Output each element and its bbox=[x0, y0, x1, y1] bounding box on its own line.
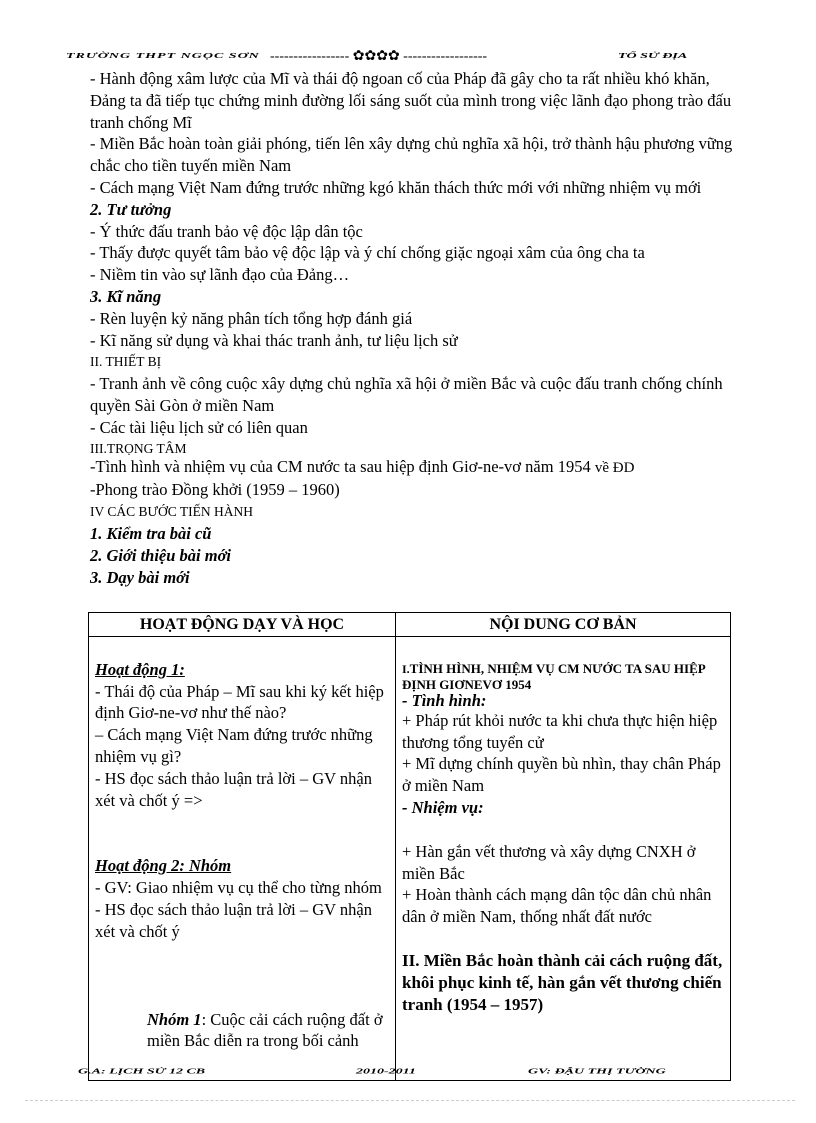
paragraph: - Tranh ảnh về công cuộc xây dựng chủ nghĩa xã hội ở miền Bắc và cuộc đấu tranh chống chính quyền Sài Gòn ở miền Nam bbox=[90, 374, 723, 415]
content-text: + Pháp rút khỏi nước ta khi chưa thực hiện hiệp thương tổng tuyển cử bbox=[402, 710, 718, 752]
content-heading-text: TÌNH HÌNH, NHIỆM VỤ CM NƯỚC TA SAU HIỆP ĐỊNH GIƠNEVƠ 1954 bbox=[402, 660, 705, 692]
group-text: : Cuộc cải cách ruộng đất ở miền Bắc diễn ra trong bối cảnh bbox=[147, 1009, 383, 1051]
roman-numeral: I. bbox=[402, 661, 410, 676]
paragraph: -Phong trào Đồng khởi (1959 – 1960) bbox=[90, 480, 340, 500]
activity-heading: Hoạt động 1: bbox=[95, 659, 185, 679]
paragraph: - Miền Bắc hoàn toàn giải phóng, tiến lên xây dựng chủ nghĩa xã hội, trở thành hậu phương vững chắc cho tiền tuyến miền Nam bbox=[90, 134, 733, 176]
table-header: HOẠT ĐỘNG DẠY VÀ HỌC bbox=[89, 613, 396, 637]
table-header: NỘI DUNG CƠ BẢN bbox=[396, 613, 731, 637]
group-label: Nhóm 1 bbox=[147, 1009, 202, 1029]
lesson-table bbox=[88, 612, 731, 1081]
footer-subject: G.A: LỊCH SỬ 12 CB bbox=[78, 1068, 206, 1076]
activity-text: – Cách mạng Việt Nam đứng trước những nhiệm vụ gì? bbox=[95, 725, 373, 766]
section-heading: IV CÁC BƯỚC TIẾN HÀNH bbox=[90, 504, 253, 520]
paragraph: - Hành động xâm lược của Mĩ và thái độ ngoan cố của Pháp đã gây cho ta rất nhiều khó khăn, Đảng ta đã tiếp tục chứng minh đường lối sáng suốt của mình trong việc lãnh đạo phong trào đấu tranh chống Mĩ bbox=[90, 69, 732, 132]
section-heading: III.TRỌNG TÂM bbox=[90, 440, 187, 456]
paragraph-suffix: về ĐD bbox=[594, 459, 635, 476]
section-heading: II. THIẾT BỊ bbox=[90, 354, 162, 370]
header-ornament: ----------------- ✿✿✿✿ ------------------ bbox=[270, 49, 488, 64]
paragraph: - Kĩ năng sử dụng và khai thác tranh ảnh, tư liệu lịch sử bbox=[90, 330, 458, 350]
paragraph: - Rèn luyện kỷ năng phân tích tổng hợp đánh giá bbox=[90, 308, 413, 328]
header-department: TỔ SỬ ĐỊA bbox=[618, 52, 688, 61]
paragraph bbox=[90, 456, 740, 480]
content-subheading: - Tình hình: bbox=[402, 690, 487, 710]
content-heading: II. Miền Bắc hoàn thành cải cách ruộng đất, khôi phục kinh tế, hàn gắn vết thương chiến tranh (1954 – 1957) bbox=[402, 950, 723, 1014]
activity-heading: Hoạt động 2: Nhóm bbox=[95, 856, 232, 876]
paragraph: - Thấy được quyết tâm bảo vệ độc lập và ý chí chống giặc ngoại xâm của ông cha ta bbox=[90, 243, 645, 263]
document-body bbox=[90, 68, 740, 588]
page-header bbox=[0, 50, 816, 70]
content-text: + Hàn gắn vết thương và xây dựng CNXH ở miền Bắc bbox=[402, 841, 696, 883]
activity-text: - Thái độ của Pháp – Mĩ sau khi ký kết hiệp định Giơ-ne-vơ như thế nào? bbox=[95, 681, 384, 723]
group-task bbox=[95, 1009, 389, 1053]
activity-text: - GV: Giao nhiệm vụ cụ thể cho từng nhóm bbox=[95, 878, 382, 898]
section-heading: 3. Dạy bài mới bbox=[90, 567, 190, 587]
content-heading bbox=[402, 661, 724, 692]
paragraph: - Niềm tin vào sự lãnh đạo của Đảng… bbox=[90, 265, 350, 285]
header-school: TRƯỜNG THPT NGỌC SƠN bbox=[66, 52, 260, 61]
section-heading: 3. Kĩ năng bbox=[90, 286, 162, 306]
content-cell bbox=[396, 636, 731, 1080]
section-heading: 2. Giới thiệu bài mới bbox=[90, 545, 232, 565]
page-divider bbox=[25, 1100, 795, 1101]
section-heading: 1. Kiểm tra bài cũ bbox=[90, 523, 212, 543]
activity-text: - HS đọc sách thảo luận trả lời – GV nhận xét và chốt ý bbox=[95, 899, 372, 941]
paragraph: - Cách mạng Việt Nam đứng trước những kgó khăn thách thức mới với những nhiệm vụ mới bbox=[90, 177, 702, 197]
paragraph: - Các tài liệu lịch sử có liên quan bbox=[90, 417, 308, 437]
content-text: + Hoàn thành cách mạng dân tộc dân chủ nhân dân ở miền Nam, thống nhất đất nước bbox=[402, 885, 712, 927]
activities-cell bbox=[89, 636, 396, 1080]
content-subheading: - Nhiệm vụ: bbox=[402, 797, 484, 817]
activity-text: - HS đọc sách thảo luận trả lời – GV nhận xét và chốt ý => bbox=[95, 768, 372, 810]
content-text: + Mĩ dựng chính quyền bù nhìn, thay chân Pháp ở miền Nam bbox=[402, 754, 721, 796]
footer-teacher: GV: ĐẬU THỊ TƯỜNG bbox=[528, 1068, 666, 1076]
paragraph-text: -Tình hình và nhiệm vụ của CM nước ta sau hiệp định Giơ-ne-vơ năm 1954 bbox=[90, 456, 591, 476]
footer-year: 2010-2011 bbox=[356, 1068, 416, 1076]
paragraph: - Ý thức đấu tranh bảo vệ độc lập dân tộc bbox=[90, 221, 363, 241]
section-heading: 2. Tư tưởng bbox=[90, 199, 172, 219]
